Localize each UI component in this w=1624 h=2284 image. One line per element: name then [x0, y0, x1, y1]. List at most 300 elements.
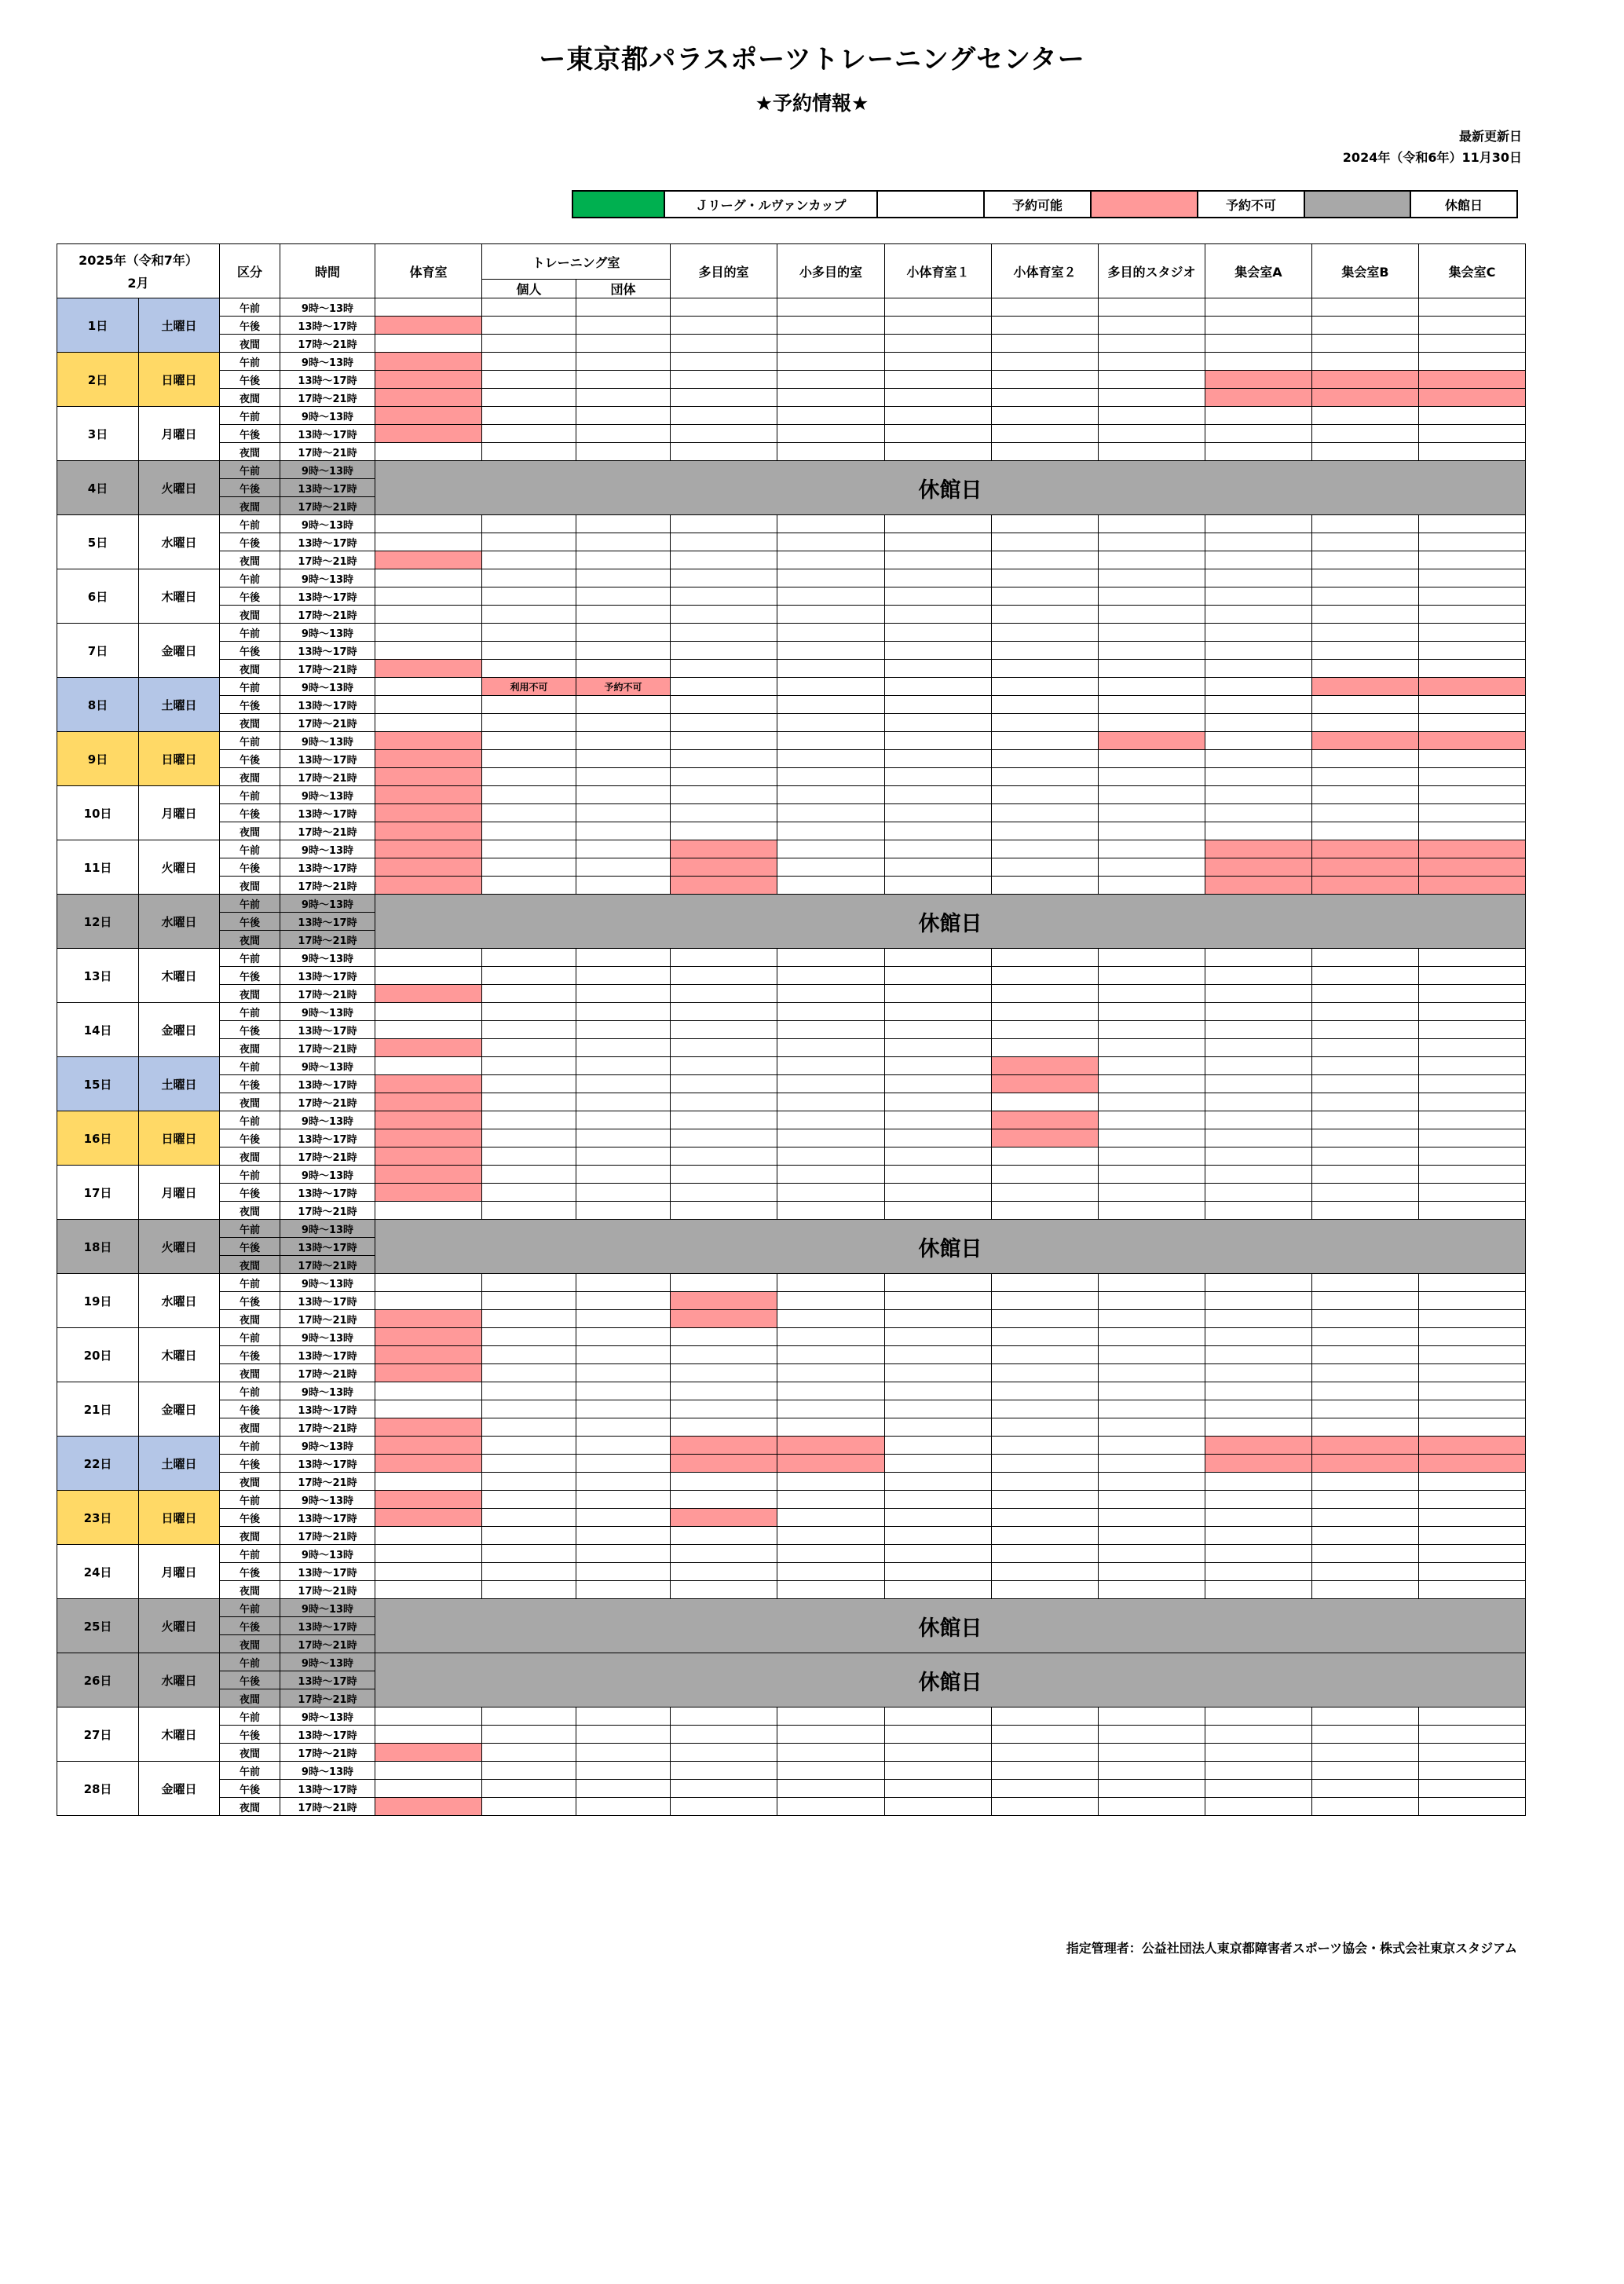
- slot-cell-small-gym-2: [992, 1491, 1099, 1509]
- slot-cell-small-multipurpose: [777, 533, 885, 551]
- slot-cell-training-individual: [482, 298, 576, 317]
- slot-cell-gym: [375, 1328, 482, 1346]
- slot-time: 13時～17時: [280, 967, 375, 985]
- slot-label: 午前: [220, 786, 280, 804]
- slot-cell-multipurpose: [671, 1346, 777, 1364]
- slot-cell-multipurpose: [671, 624, 777, 642]
- slot-cell-training-group: [576, 877, 671, 895]
- slot-cell-small-gym-2: [992, 1093, 1099, 1111]
- slot-cell-meeting-c: [1419, 1346, 1526, 1364]
- slot-cell-meeting-b: [1312, 1111, 1419, 1129]
- slot-cell-meeting-c: [1419, 569, 1526, 587]
- day-weekday: 日曜日: [139, 353, 220, 407]
- slot-cell-meeting-a: [1205, 1581, 1312, 1599]
- slot-cell-small-gym-1: [885, 1021, 992, 1039]
- slot-cell-studio: [1099, 1057, 1205, 1075]
- slot-cell-meeting-a: [1205, 1455, 1312, 1473]
- slot-cell-meeting-b: [1312, 768, 1419, 786]
- day-weekday: 土曜日: [139, 1057, 220, 1111]
- slot-cell-meeting-c: [1419, 714, 1526, 732]
- day-weekday: 土曜日: [139, 678, 220, 732]
- slot-cell-meeting-c: [1419, 949, 1526, 967]
- day-date: 3日: [57, 407, 139, 461]
- slot-cell-training-group: [576, 804, 671, 822]
- slot-cell-meeting-a: [1205, 1346, 1312, 1364]
- slot-cell-training-individual: [482, 1184, 576, 1202]
- slot-time: 17時～21時: [280, 1256, 375, 1274]
- slot-cell-gym: [375, 298, 482, 317]
- slot-cell-gym: [375, 1527, 482, 1545]
- slot-cell-small-gym-1: [885, 696, 992, 714]
- slot-cell-small-multipurpose: [777, 624, 885, 642]
- slot-cell-gym: [375, 407, 482, 425]
- day-date: 13日: [57, 949, 139, 1003]
- slot-cell-meeting-b: [1312, 1545, 1419, 1563]
- slot-cell-meeting-c: [1419, 967, 1526, 985]
- slot-time: 17時～21時: [280, 714, 375, 732]
- slot-cell-meeting-c: [1419, 678, 1526, 696]
- slot-cell-small-gym-1: [885, 1382, 992, 1400]
- slot-cell-meeting-c: [1419, 1545, 1526, 1563]
- slot-cell-meeting-b: [1312, 1057, 1419, 1075]
- slot-cell-training-individual: [482, 1527, 576, 1545]
- slot-cell-small-gym-2: [992, 317, 1099, 335]
- slot-cell-gym: [375, 1780, 482, 1798]
- slot-time: 17時～21時: [280, 335, 375, 353]
- slot-cell-meeting-b: [1312, 317, 1419, 335]
- slot-cell-small-multipurpose: [777, 732, 885, 750]
- slot-cell-gym: [375, 1075, 482, 1093]
- slot-cell-meeting-c: [1419, 389, 1526, 407]
- slot-cell-studio: [1099, 1780, 1205, 1798]
- slot-cell-training-group: [576, 1762, 671, 1780]
- slot-cell-small-gym-1: [885, 1491, 992, 1509]
- slot-cell-small-multipurpose: [777, 678, 885, 696]
- slot-cell-meeting-b: [1312, 1364, 1419, 1382]
- slot-cell-small-gym-2: [992, 371, 1099, 389]
- slot-label: 夜間: [220, 1418, 280, 1437]
- slot-cell-small-gym-2: [992, 949, 1099, 967]
- slot-cell-meeting-c: [1419, 696, 1526, 714]
- slot-cell-training-group: [576, 1274, 671, 1292]
- slot-cell-meeting-b: [1312, 1129, 1419, 1147]
- slot-cell-small-multipurpose: [777, 371, 885, 389]
- slot-cell-training-individual: [482, 1491, 576, 1509]
- slot-cell-training-group: [576, 642, 671, 660]
- slot-cell-studio: [1099, 624, 1205, 642]
- slot-cell-multipurpose: [671, 1708, 777, 1726]
- table-row: [57, 1147, 1526, 1166]
- slot-cell-studio: [1099, 551, 1205, 569]
- slot-cell-multipurpose: [671, 587, 777, 606]
- slot-time: 9時～13時: [280, 949, 375, 967]
- slot-cell-training-individual: [482, 804, 576, 822]
- slot-time: 17時～21時: [280, 1744, 375, 1762]
- slot-label: 午後: [220, 425, 280, 443]
- slot-cell-meeting-c: [1419, 1202, 1526, 1220]
- slot-cell-studio: [1099, 443, 1205, 461]
- slot-cell-meeting-c: [1419, 353, 1526, 371]
- slot-time: 13時～17時: [280, 1292, 375, 1310]
- slot-cell-studio: [1099, 353, 1205, 371]
- slot-cell-multipurpose: [671, 642, 777, 660]
- slot-cell-gym: [375, 1039, 482, 1057]
- slot-cell-training-individual: [482, 1328, 576, 1346]
- slot-cell-meeting-c: [1419, 1527, 1526, 1545]
- slot-time: 9時～13時: [280, 569, 375, 587]
- slot-cell-meeting-a: [1205, 642, 1312, 660]
- legend-label-jleague: Ｊリーグ・ルヴァンカップ: [664, 191, 877, 218]
- slot-cell-meeting-a: [1205, 1491, 1312, 1509]
- slot-cell-training-group: [576, 1509, 671, 1527]
- table-row: [57, 1473, 1526, 1491]
- slot-cell-gym: [375, 371, 482, 389]
- slot-cell-small-gym-2: [992, 1039, 1099, 1057]
- slot-cell-meeting-c: [1419, 1744, 1526, 1762]
- slot-cell-multipurpose: [671, 569, 777, 587]
- slot-cell-meeting-b: [1312, 1581, 1419, 1599]
- slot-cell-studio: [1099, 1039, 1205, 1057]
- slot-label: 午前: [220, 407, 280, 425]
- slot-cell-meeting-c: [1419, 1328, 1526, 1346]
- slot-cell-small-gym-1: [885, 1545, 992, 1563]
- slot-cell-multipurpose: [671, 967, 777, 985]
- slot-cell-studio: [1099, 1455, 1205, 1473]
- slot-cell-small-multipurpose: [777, 949, 885, 967]
- slot-cell-training-individual: [482, 1509, 576, 1527]
- slot-time: 9時～13時: [280, 1166, 375, 1184]
- slot-cell-studio: [1099, 1418, 1205, 1437]
- slot-cell-small-multipurpose: [777, 425, 885, 443]
- slot-cell-gym: [375, 877, 482, 895]
- slot-cell-training-individual: [482, 1437, 576, 1455]
- slot-cell-small-gym-2: [992, 967, 1099, 985]
- slot-time: 17時～21時: [280, 1310, 375, 1328]
- slot-cell-meeting-c: [1419, 1093, 1526, 1111]
- slot-label: 夜間: [220, 768, 280, 786]
- table-row: [57, 1726, 1526, 1744]
- slot-cell-multipurpose: [671, 1184, 777, 1202]
- slot-cell-meeting-b: [1312, 1147, 1419, 1166]
- slot-cell-studio: [1099, 804, 1205, 822]
- slot-cell-gym: [375, 1382, 482, 1400]
- slot-cell-meeting-c: [1419, 587, 1526, 606]
- slot-cell-small-gym-1: [885, 1111, 992, 1129]
- header-room-small-gym-1: 小体育室１: [885, 244, 992, 298]
- slot-cell-training-group: [576, 1147, 671, 1166]
- slot-cell-multipurpose: [671, 1039, 777, 1057]
- slot-cell-training-individual: [482, 1003, 576, 1021]
- day-date: 12日: [57, 895, 139, 949]
- slot-cell-training-group: [576, 569, 671, 587]
- slot-time: 13時～17時: [280, 371, 375, 389]
- slot-time: 9時～13時: [280, 1003, 375, 1021]
- slot-cell-small-multipurpose: [777, 714, 885, 732]
- slot-cell-training-group: [576, 1545, 671, 1563]
- slot-cell-training-group: [576, 750, 671, 768]
- slot-cell-training-individual: [482, 1093, 576, 1111]
- slot-cell-multipurpose: [671, 371, 777, 389]
- slot-cell-training-group: [576, 1400, 671, 1418]
- slot-cell-small-gym-2: [992, 1473, 1099, 1491]
- slot-cell-meeting-c: [1419, 1310, 1526, 1328]
- slot-cell-gym: [375, 1509, 482, 1527]
- day-date: 11日: [57, 840, 139, 895]
- table-row: [57, 822, 1526, 840]
- slot-cell-training-individual: [482, 353, 576, 371]
- slot-cell-meeting-b: [1312, 389, 1419, 407]
- slot-cell-small-gym-1: [885, 533, 992, 551]
- slot-cell-training-individual: [482, 1545, 576, 1563]
- slot-cell-small-multipurpose: [777, 1744, 885, 1762]
- slot-cell-multipurpose: [671, 1491, 777, 1509]
- slot-cell-gym: [375, 1437, 482, 1455]
- slot-cell-meeting-b: [1312, 967, 1419, 985]
- slot-label: 午前: [220, 1274, 280, 1292]
- slot-cell-small-gym-1: [885, 732, 992, 750]
- table-row: [57, 840, 1526, 858]
- slot-cell-training-group: 予約不可: [576, 678, 671, 696]
- slot-cell-meeting-b: [1312, 1798, 1419, 1816]
- slot-cell-training-individual: [482, 1147, 576, 1166]
- slot-cell-training-group: [576, 714, 671, 732]
- slot-cell-gym: [375, 985, 482, 1003]
- slot-label: 午後: [220, 587, 280, 606]
- slot-time: 13時～17時: [280, 1238, 375, 1256]
- slot-cell-multipurpose: [671, 298, 777, 317]
- slot-cell-training-individual: [482, 1364, 576, 1382]
- slot-cell-training-individual: [482, 732, 576, 750]
- slot-cell-small-gym-2: [992, 533, 1099, 551]
- slot-cell-small-gym-2: [992, 642, 1099, 660]
- slot-cell-small-multipurpose: [777, 606, 885, 624]
- slot-cell-gym: [375, 732, 482, 750]
- slot-cell-studio: [1099, 732, 1205, 750]
- slot-cell-gym: [375, 515, 482, 533]
- slot-cell-small-gym-1: [885, 353, 992, 371]
- table-row: [57, 1039, 1526, 1057]
- slot-cell-meeting-a: [1205, 1147, 1312, 1166]
- slot-cell-small-gym-1: [885, 1473, 992, 1491]
- slot-cell-meeting-a: [1205, 678, 1312, 696]
- slot-time: 13時～17時: [280, 1509, 375, 1527]
- table-row: [57, 696, 1526, 714]
- slot-cell-small-gym-2: [992, 696, 1099, 714]
- slot-cell-multipurpose: [671, 1093, 777, 1111]
- slot-time: 13時～17時: [280, 1075, 375, 1093]
- slot-cell-meeting-c: [1419, 1184, 1526, 1202]
- slot-cell-gym: [375, 587, 482, 606]
- slot-cell-small-multipurpose: [777, 335, 885, 353]
- slot-label: 夜間: [220, 1147, 280, 1166]
- table-row: [57, 1437, 1526, 1455]
- slot-cell-meeting-a: [1205, 606, 1312, 624]
- slot-cell-gym: [375, 1455, 482, 1473]
- day-date: 28日: [57, 1762, 139, 1816]
- slot-time: 17時～21時: [280, 1635, 375, 1653]
- slot-time: 17時～21時: [280, 1039, 375, 1057]
- slot-cell-studio: [1099, 317, 1205, 335]
- slot-cell-training-individual: [482, 840, 576, 858]
- table-row: [57, 1111, 1526, 1129]
- slot-label: 午前: [220, 461, 280, 479]
- slot-cell-small-gym-1: [885, 335, 992, 353]
- table-row: [57, 1563, 1526, 1581]
- slot-cell-training-individual: [482, 533, 576, 551]
- slot-cell-small-gym-1: [885, 840, 992, 858]
- slot-cell-studio: [1099, 714, 1205, 732]
- slot-cell-training-group: [576, 1473, 671, 1491]
- slot-cell-small-gym-2: [992, 587, 1099, 606]
- slot-cell-meeting-c: [1419, 1274, 1526, 1292]
- slot-cell-gym: [375, 1111, 482, 1129]
- slot-cell-small-multipurpose: [777, 1184, 885, 1202]
- last-updated-date: 2024年（令和6年）11月30日: [1342, 150, 1522, 165]
- slot-label: 夜間: [220, 1744, 280, 1762]
- table-row: [57, 786, 1526, 804]
- slot-cell-training-individual: [482, 985, 576, 1003]
- slot-cell-small-multipurpose: [777, 1473, 885, 1491]
- slot-cell-gym: [375, 353, 482, 371]
- slot-cell-studio: [1099, 1003, 1205, 1021]
- day-date: 17日: [57, 1166, 139, 1220]
- slot-cell-training-group: [576, 1039, 671, 1057]
- slot-label: 夜間: [220, 714, 280, 732]
- table-row: [57, 1364, 1526, 1382]
- slot-label: 午後: [220, 1021, 280, 1039]
- closed-day-banner: 休館日: [375, 461, 1526, 515]
- slot-cell-meeting-a: [1205, 804, 1312, 822]
- slot-cell-training-group: [576, 768, 671, 786]
- slot-cell-training-individual: [482, 949, 576, 967]
- slot-label: 午後: [220, 1780, 280, 1798]
- slot-cell-meeting-c: [1419, 533, 1526, 551]
- day-weekday: 木曜日: [139, 1328, 220, 1382]
- slot-cell-small-gym-2: [992, 1364, 1099, 1382]
- slot-cell-meeting-c: [1419, 1581, 1526, 1599]
- slot-label: 夜間: [220, 1581, 280, 1599]
- slot-cell-training-group: [576, 298, 671, 317]
- slot-cell-small-gym-2: [992, 1581, 1099, 1599]
- day-weekday: 月曜日: [139, 1166, 220, 1220]
- slot-cell-studio: [1099, 1708, 1205, 1726]
- slot-cell-meeting-a: [1205, 1310, 1312, 1328]
- slot-label: 午後: [220, 1726, 280, 1744]
- slot-cell-small-multipurpose: [777, 1075, 885, 1093]
- header-room-small-multipurpose: 小多目的室: [777, 244, 885, 298]
- slot-cell-multipurpose: [671, 1166, 777, 1184]
- day-date: 19日: [57, 1274, 139, 1328]
- slot-time: 9時～13時: [280, 298, 375, 317]
- slot-cell-meeting-b: [1312, 822, 1419, 840]
- slot-cell-gym: [375, 696, 482, 714]
- schedule-body: [57, 298, 1526, 1816]
- slot-cell-small-gym-1: [885, 1310, 992, 1328]
- slot-time: 13時～17時: [280, 1617, 375, 1635]
- slot-cell-multipurpose: [671, 1780, 777, 1798]
- slot-cell-small-multipurpose: [777, 1563, 885, 1581]
- slot-cell-training-individual: [482, 967, 576, 985]
- slot-cell-studio: [1099, 696, 1205, 714]
- day-date: 27日: [57, 1708, 139, 1762]
- slot-cell-meeting-c: [1419, 1726, 1526, 1744]
- table-row: [57, 1184, 1526, 1202]
- slot-cell-studio: [1099, 1310, 1205, 1328]
- slot-cell-small-gym-2: [992, 1147, 1099, 1166]
- slot-label: 夜間: [220, 443, 280, 461]
- slot-label: 夜間: [220, 1310, 280, 1328]
- slot-cell-gym: [375, 569, 482, 587]
- slot-cell-meeting-c: [1419, 858, 1526, 877]
- slot-cell-studio: [1099, 606, 1205, 624]
- slot-label: 午前: [220, 1545, 280, 1563]
- slot-cell-meeting-b: [1312, 1509, 1419, 1527]
- slot-label: 午後: [220, 1238, 280, 1256]
- slot-cell-multipurpose: [671, 877, 777, 895]
- slot-cell-small-gym-1: [885, 298, 992, 317]
- slot-cell-meeting-a: [1205, 1744, 1312, 1762]
- slot-cell-training-individual: [482, 1057, 576, 1075]
- slot-cell-training-group: [576, 624, 671, 642]
- slot-label: 午後: [220, 317, 280, 335]
- slot-cell-meeting-b: [1312, 515, 1419, 533]
- slot-cell-gym: [375, 1744, 482, 1762]
- header-room-meeting-c: 集会室C: [1419, 244, 1526, 298]
- table-row: [57, 353, 1526, 371]
- slot-cell-studio: [1099, 1129, 1205, 1147]
- slot-cell-training-individual: [482, 877, 576, 895]
- slot-cell-meeting-c: [1419, 1003, 1526, 1021]
- slot-cell-studio: [1099, 389, 1205, 407]
- slot-cell-training-individual: [482, 1563, 576, 1581]
- slot-cell-small-gym-2: [992, 1780, 1099, 1798]
- slot-cell-small-gym-2: [992, 1527, 1099, 1545]
- slot-cell-multipurpose: [671, 750, 777, 768]
- table-row: [57, 551, 1526, 569]
- slot-cell-training-group: [576, 533, 671, 551]
- slot-cell-training-group: [576, 1166, 671, 1184]
- slot-cell-small-gym-2: [992, 1166, 1099, 1184]
- slot-cell-studio: [1099, 371, 1205, 389]
- slot-time: 17時～21時: [280, 443, 375, 461]
- slot-cell-studio: [1099, 1491, 1205, 1509]
- day-date: 23日: [57, 1491, 139, 1545]
- slot-cell-training-individual: [482, 660, 576, 678]
- table-row: [57, 967, 1526, 985]
- slot-time: 17時～21時: [280, 1689, 375, 1708]
- slot-cell-meeting-c: [1419, 1147, 1526, 1166]
- slot-time: 9時～13時: [280, 895, 375, 913]
- slot-cell-meeting-b: [1312, 949, 1419, 967]
- slot-label: 午後: [220, 858, 280, 877]
- day-date: 22日: [57, 1437, 139, 1491]
- slot-label: 午後: [220, 1617, 280, 1635]
- slot-cell-meeting-a: [1205, 1075, 1312, 1093]
- day-date: 4日: [57, 461, 139, 515]
- slot-cell-multipurpose: [671, 1310, 777, 1328]
- slot-cell-multipurpose: [671, 1437, 777, 1455]
- slot-cell-multipurpose: [671, 389, 777, 407]
- slot-cell-multipurpose: [671, 1563, 777, 1581]
- slot-cell-training-individual: [482, 1292, 576, 1310]
- slot-cell-studio: [1099, 985, 1205, 1003]
- slot-cell-small-multipurpose: [777, 1708, 885, 1726]
- slot-cell-small-gym-2: [992, 1382, 1099, 1400]
- slot-cell-meeting-b: [1312, 407, 1419, 425]
- slot-time: 17時～21時: [280, 1147, 375, 1166]
- slot-time: 17時～21時: [280, 660, 375, 678]
- slot-cell-small-gym-2: [992, 389, 1099, 407]
